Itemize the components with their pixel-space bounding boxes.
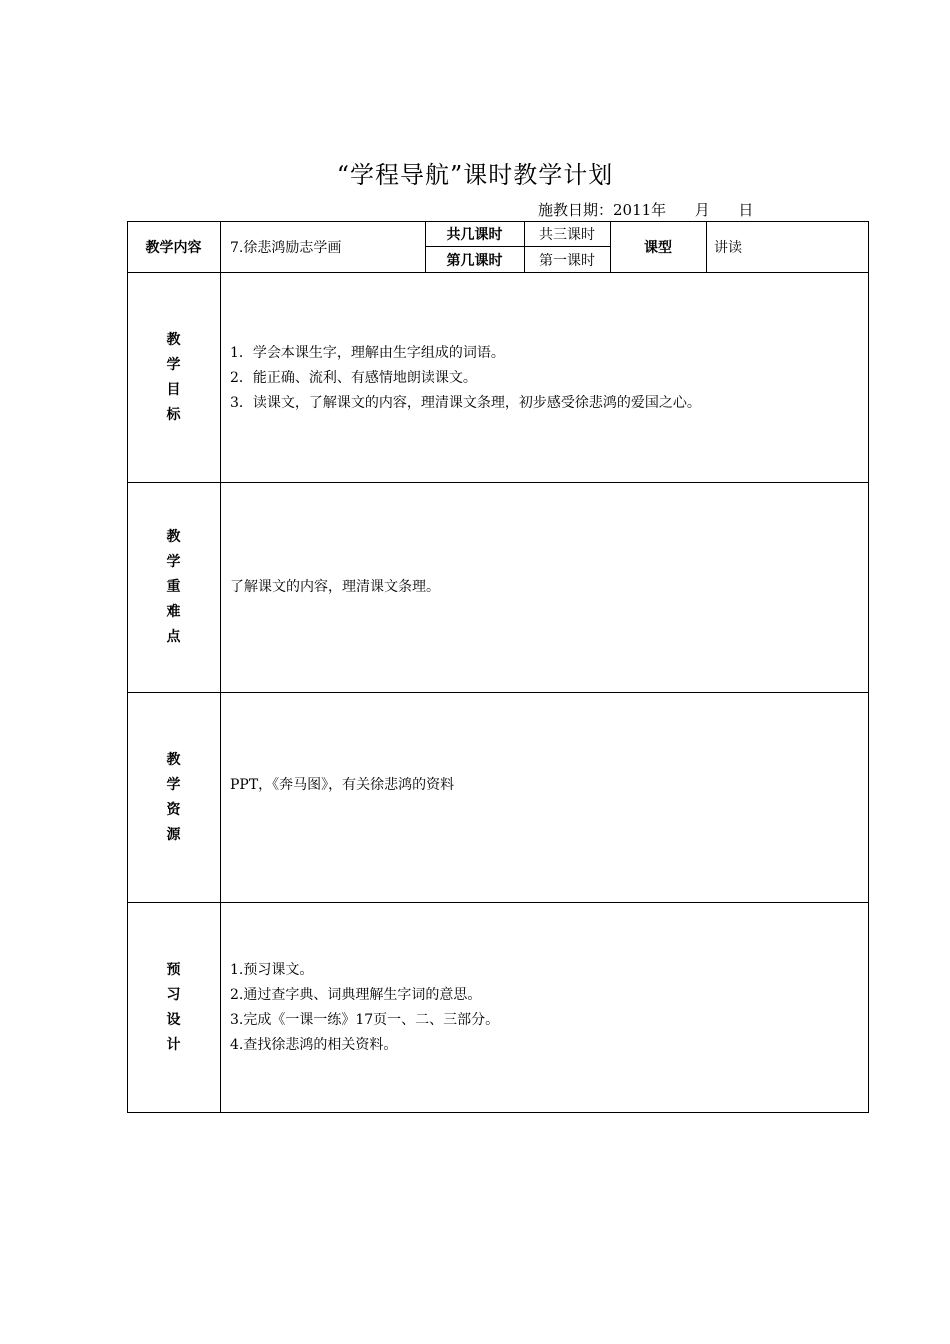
row-separator [127,902,869,903]
label-char: 习 [166,986,181,1003]
list-item: 3.完成《一课一练》17页一、二、三部分。 [230,1012,500,1028]
list-item: 3．读课文，了解课文的内容，理清课文条理，初步感受徐悲鸿的爱国之心。 [230,395,701,411]
current-lesson-value: 第一课时 [539,252,595,269]
table-border-bottom [127,1112,869,1113]
row-separator [127,482,869,483]
resources-content [230,773,454,798]
preview-design-label [127,903,220,1112]
content-value: 7.徐悲鸿励志学画 [230,239,342,256]
label-char: 学 [166,356,181,373]
label-char: 预 [166,961,181,978]
label-char: 教 [166,751,181,768]
key-points-label [127,483,220,692]
header-divider [706,221,707,272]
objectives-content [230,341,701,416]
objectives-label [127,273,220,482]
list-item: 4.查找徐悲鸿的相关资料。 [230,1037,398,1053]
preview-design-content [230,958,499,1058]
row-separator [127,692,869,693]
label-char: 资 [166,801,181,818]
lesson-plan-table [127,221,869,1113]
lesson-type-value: 讲读 [714,239,742,256]
label-char: 点 [166,629,181,645]
label-char: 重 [166,579,181,595]
total-lessons-value: 共三课时 [539,226,595,243]
table-border-right [868,221,869,1113]
label-char: 计 [166,1036,181,1053]
list-item: 2．能正确、流利、有感情地朗读课文。 [230,370,477,386]
page-title: “学程导航”课时教学计划 [336,161,614,189]
list-item: 2.通过查字典、词典理解生字词的意思。 [230,987,482,1003]
content-label: 教学内容 [145,239,202,256]
label-column-divider [220,221,221,1113]
row-separator [127,272,869,273]
list-item: 1．学会本课生字，理解由生字组成的词语。 [230,345,505,361]
label-char: 标 [166,406,181,423]
current-lesson-label: 第几课时 [446,252,503,269]
lesson-type-label: 课型 [644,239,672,256]
label-char: 设 [166,1011,181,1028]
list-item: 1.预习课文。 [230,962,314,978]
label-char: 目 [166,381,181,398]
key-points-content [230,575,440,600]
label-char: 教 [166,331,181,348]
label-char: 教 [166,529,181,545]
teaching-date: 施教日期：2011年 月 日 [538,201,754,219]
list-item: PPT，《奔马图》，有关徐悲鸿的资料 [230,777,455,793]
label-char: 学 [166,776,181,793]
label-char: 源 [166,826,181,843]
resources-label [127,693,220,902]
label-char: 学 [166,554,181,570]
list-item: 了解课文的内容，理清课文条理。 [230,579,440,595]
total-lessons-label: 共几课时 [446,226,503,243]
label-char: 难 [166,604,181,620]
